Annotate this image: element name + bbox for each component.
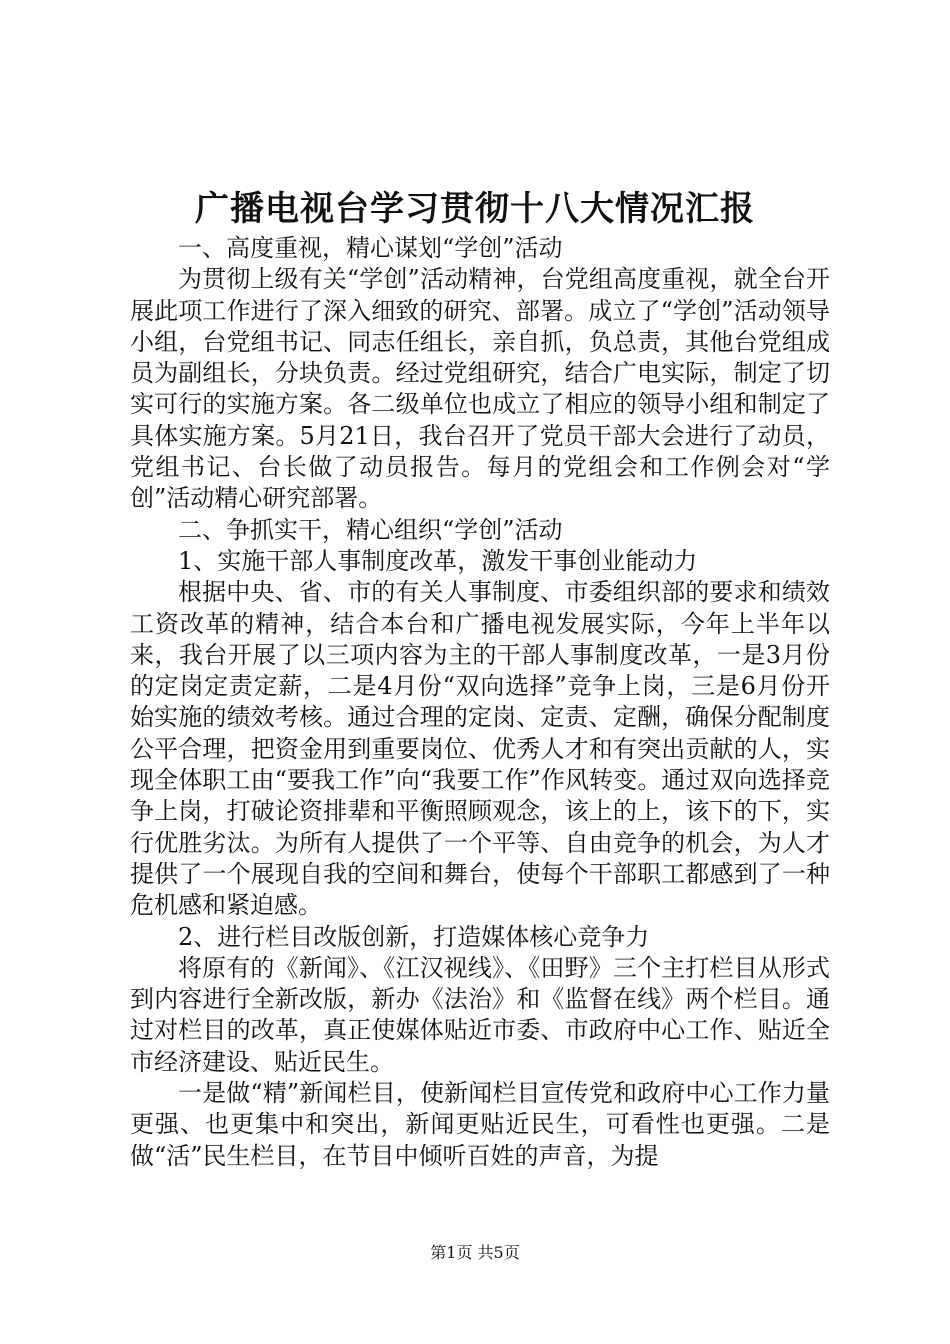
document-body bbox=[130, 233, 830, 1172]
paragraph: 将原有的《新闻》、《江汉视线》、《田野》三个主打栏目从形式到内容进行全新改版，新办《法治》和《监督在线》两个栏目。通过对栏目的改革，真正使媒体贴近市委、市政府中心工作、贴近全市经济建设、贴近民生。 bbox=[130, 953, 830, 1076]
section-heading-2: 二、争抓实干，精心组织“学创”活动 bbox=[178, 515, 563, 544]
document-title: 广播电视台学习贯彻十八大情况汇报 bbox=[195, 189, 755, 229]
paragraph: 为贯彻上级有关“学创”活动精神，台党组高度重视，就全台开展此项工作进行了深入细致的研究、部署。成立了“学创”活动领导小组，台党组书记、同志任组长，亲自抓，负总责，其他台党组成员为副组长，分块负责。经过党组研究，结合广电实际，制定了切实可行的实施方案。各二级单位也成立了相应的领导小组和制定了具体实施方案。5月21日，我台召开了党员干部大会进行了动员，党组书记、台长做了动员报告。每月的党组会和工作例会对“学创”活动精心研究部署。 bbox=[130, 265, 830, 513]
section-heading-1: 一、高度重视，精心谋划“学创”活动 bbox=[178, 234, 563, 262]
subsection-heading-1: 1、实施干部人事制度改革，激发干事创业能动力 bbox=[178, 546, 698, 575]
paragraph: 一是做“精”新闻栏目，使新闻栏目宣传党和政府中心工作力量更强、也更集中和突出，新闻更贴近民生，可看性也更强。二是做“活”民生栏目，在节目中倾听百姓的声音，为提 bbox=[130, 1079, 830, 1170]
page-footer: 第1页 共5页 bbox=[430, 1243, 520, 1262]
paragraph: 根据中央、省、市的有关人事制度、市委组织部的要求和绩效工资改革的精神，结合本台和广播电视发展实际，今年上半年以来，我台开展了以三项内容为主的干部人事制度改革，一是3月份的定岗定责定薪，二是4月份“双向选择”竞争上岗，三是6月份开始实施的绩效考核。通过合理的定岗、定责、定酬，确保分配制度公平合理，把资金用到重要岗位、优秀人才和有突出贡献的人，实现全体职工由“要我工作”向“我要工作”作风转变。通过双向选择竞争上岗，打破论资排辈和平衡照顾观念，该上的上，该下的下，实行优胜劣汰。为所有人提供了一个平等、自由竞争的机会，为人才提供了一个展现自我的空间和舞台，使每个干部职工都感到了一种危机感和紧迫感。 bbox=[130, 578, 830, 920]
subsection-heading-2: 2、进行栏目改版创新，打造媒体核心竞争力 bbox=[178, 922, 650, 951]
